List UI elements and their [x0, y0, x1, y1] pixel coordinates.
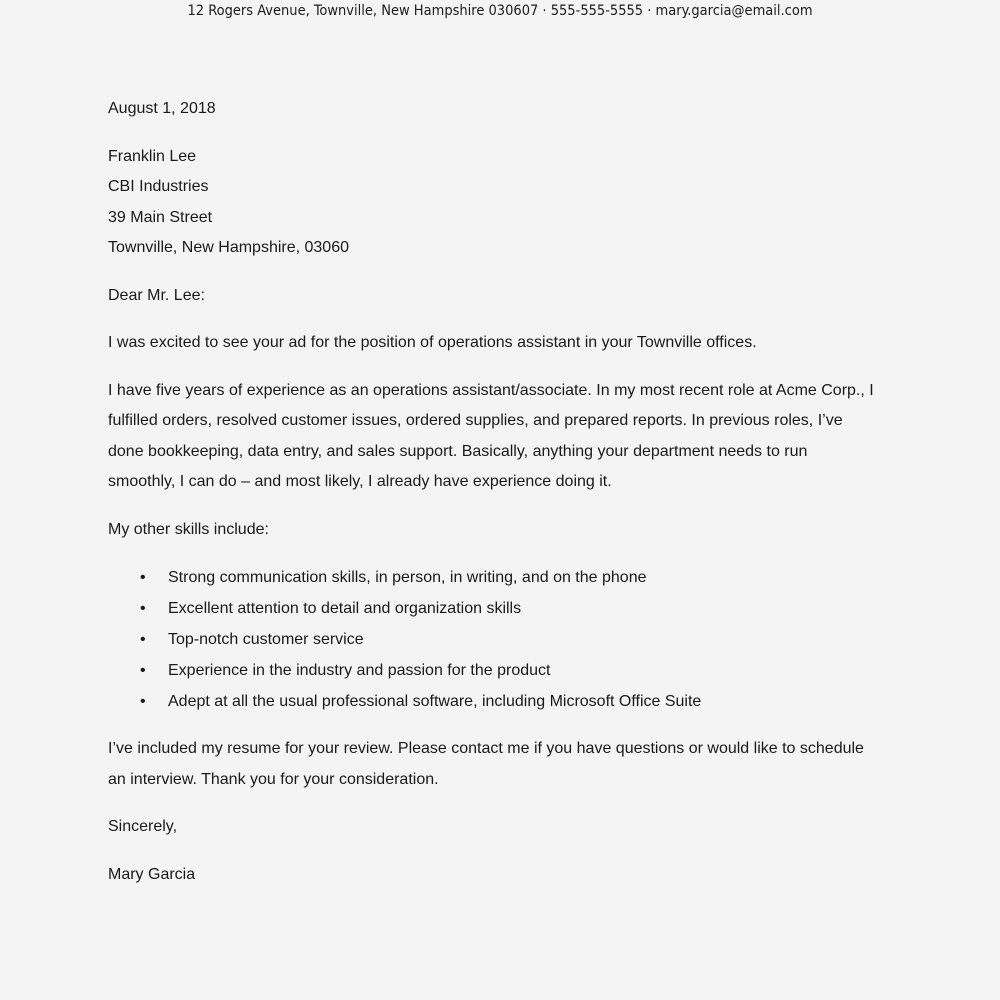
list-item-label: Adept at all the usual professional software, including Microsoft Office Suite [168, 693, 702, 710]
bullet-icon: • [140, 569, 146, 586]
closing-salutation: Sincerely, [108, 818, 178, 835]
list-item [108, 562, 876, 593]
bullet-icon: • [140, 600, 146, 617]
recipient-street: 39 Main Street [108, 208, 213, 226]
list-item [108, 593, 876, 624]
list-item-label: Experience in the industry and passion for the product [168, 662, 551, 679]
recipient-company: CBI Industries [108, 178, 209, 195]
letter-date: August 1, 2018 [108, 100, 216, 117]
bullet-icon: • [140, 662, 146, 679]
paragraph-experience: I have five years of experience as an operations assistant/associate. In my most recent role at Acme Corp., I fulfilled orders, resolved customer issues, ordered supplies, and prepared reports. In previous roles, I’ve done bookkeeping, data entry, and sales support. Basically, anything your department needs to run smoothly, I can do – and most likely, I already have experience doing it. [108, 381, 874, 490]
recipient-name: Franklin Lee [108, 147, 197, 165]
letter-body [108, 94, 876, 890]
salutation: Dear Mr. Lee: [108, 286, 205, 304]
bullet-icon: • [140, 693, 146, 710]
recipient-city-state-zip: Townville, New Hampshire, 03060 [108, 239, 349, 256]
paragraph-closing: I’ve included my resume for your review. Please contact me if you have questions or would like to schedule an interview. Thank you for your consideration. [108, 740, 864, 788]
skills-list [108, 562, 876, 717]
letterhead-contact-line: 12 Rogers Avenue, Townville, New Hampshire 030607 · 555-555-5555 · mary.garcia@email.com [187, 3, 813, 19]
list-item-label: Strong communication skills, in person, in writing, and on the phone [168, 569, 647, 586]
list-item [108, 655, 876, 686]
list-item [108, 624, 876, 655]
list-item-label: Top-notch customer service [168, 631, 364, 648]
bullet-icon: • [140, 631, 146, 648]
recipient-address-block [108, 142, 876, 264]
skills-intro: My other skills include: [108, 520, 269, 538]
list-item-label: Excellent attention to detail and organization skills [168, 600, 522, 617]
paragraph-intro: I was excited to see your ad for the position of operations assistant in your Townville offices. [108, 334, 757, 351]
list-item [108, 686, 876, 717]
signature-name: Mary Garcia [108, 865, 196, 883]
